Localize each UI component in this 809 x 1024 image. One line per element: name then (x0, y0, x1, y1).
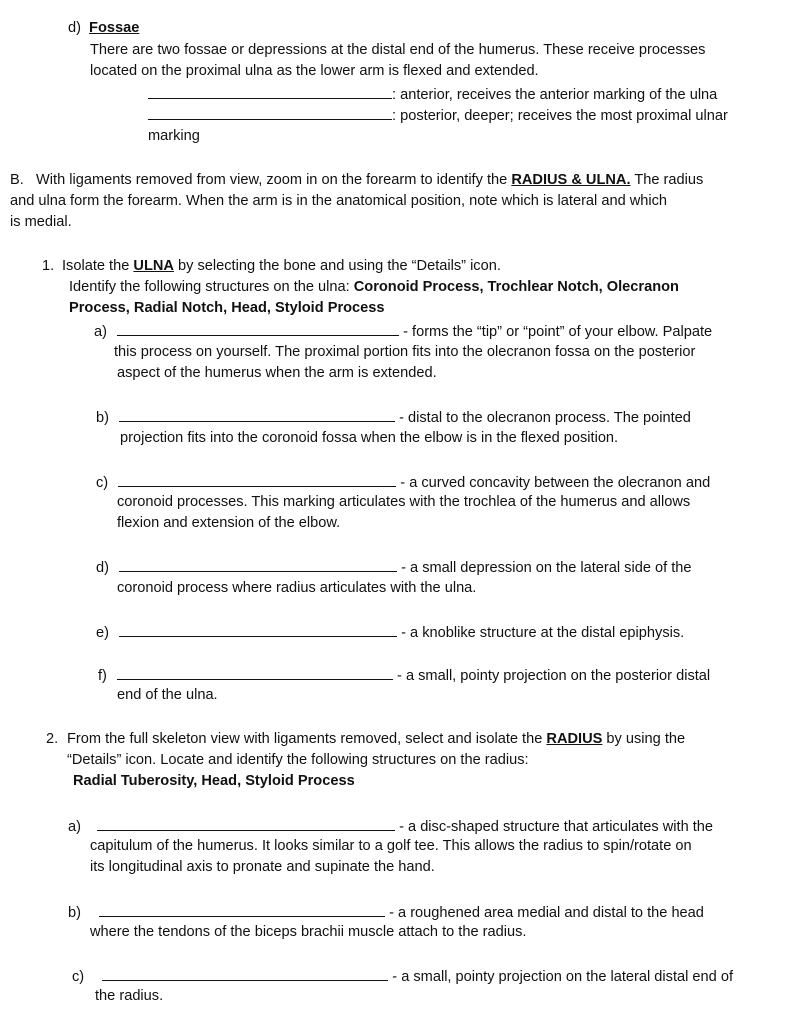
section-b-line3: is medial. (10, 214, 72, 230)
ulna-item-d: d) - a small depression on the lateral side of the (96, 556, 692, 580)
radius-item-a: a) - a disc-shaped structure that articulates with the (68, 815, 713, 839)
fossae-text-line2: located on the proximal ulna as the lower arm is flexed and extended. (90, 63, 539, 79)
ulna-intro: Isolate the ULNA by selecting the bone and using the “Details” icon. (62, 258, 501, 274)
ulna-item-b: b) - distal to the olecranon process. The pointed (96, 406, 691, 430)
answer-blank[interactable] (99, 901, 385, 917)
fossae-item-posterior: : posterior, deeper; receives the most proximal ulnar (148, 104, 728, 128)
ulna-item-a: a) - forms the “tip” or “point” of your elbow. Palpate (94, 320, 712, 344)
answer-blank[interactable] (148, 83, 392, 99)
section-b-label: B. (10, 172, 24, 188)
ulna-identify-line1: Identify the following structures on the ulna: Coronoid Process, Trochlear Notch, Olecranon (69, 279, 679, 295)
section-b-line1: With ligaments removed from view, zoom in on the forearm to identify the RADIUS & ULNA. The radius (36, 172, 704, 188)
answer-blank[interactable] (119, 406, 395, 422)
ulna-item-f-cont1: end of the ulna. (117, 687, 218, 703)
answer-blank[interactable] (119, 621, 397, 637)
ulna-item-e: e) - a knoblike structure at the distal epiphysis. (96, 621, 684, 645)
radius-number: 2. (46, 731, 59, 747)
radius-ulna-term: RADIUS & ULNA. (511, 172, 631, 188)
ulna-item-a-cont2: aspect of the humerus when the arm is extended. (117, 365, 437, 381)
radius-term: RADIUS (546, 731, 603, 747)
fossae-item-posterior-cont: marking (148, 128, 200, 144)
ulna-number: 1. (42, 258, 55, 274)
radius-item-a-cont2: its longitudinal axis to pronate and supinate the hand. (90, 859, 435, 875)
radius-item-c: c) - a small, pointy projection on the lateral distal end of (72, 965, 733, 989)
radius-item-b-cont1: where the tendons of the biceps brachii muscle attach to the radius. (90, 924, 527, 940)
radius-item-c-cont1: the radius. (95, 988, 164, 1004)
radius-item-b: b) - a roughened area medial and distal to the head (68, 901, 704, 925)
ulna-identify-line2: Process, Radial Notch, Head, Styloid Process (69, 300, 385, 316)
answer-blank[interactable] (148, 104, 392, 120)
radius-item-a-cont1: capitulum of the humerus. It looks similar to a golf tee. This allows the radius to spin/rotate on (90, 838, 692, 854)
ulna-item-c-cont2: flexion and extension of the elbow. (117, 515, 341, 531)
fossae-title: Fossae (89, 20, 140, 36)
ulna-item-a-cont1: this process on yourself. The proximal portion fits into the olecranon fossa on the posterior (114, 344, 696, 360)
answer-blank[interactable] (97, 815, 395, 831)
answer-blank[interactable] (118, 471, 396, 487)
answer-blank[interactable] (117, 664, 393, 680)
ulna-term: ULNA (133, 258, 174, 274)
ulna-item-b-cont1: projection fits into the coronoid fossa when the elbow is in the flexed position. (120, 430, 619, 446)
radius-intro-line2: “Details” icon. Locate and identify the following structures on the radius: (67, 752, 529, 768)
ulna-item-f: f) - a small, pointy projection on the posterior distal (98, 664, 710, 688)
answer-blank[interactable] (117, 320, 399, 336)
answer-blank[interactable] (119, 556, 397, 572)
ulna-item-c: c) - a curved concavity between the olecranon and (96, 471, 710, 495)
fossae-item-anterior: : anterior, receives the anterior marking of the ulna (148, 83, 717, 107)
fossae-text-line1: There are two fossae or depressions at the distal end of the humerus. These receive processes (90, 42, 706, 58)
answer-blank[interactable] (102, 965, 388, 981)
ulna-item-c-cont1: coronoid processes. This marking articulates with the trochlea of the humerus and allows (117, 494, 691, 510)
ulna-item-d-cont1: coronoid process where radius articulates with the ulna. (117, 580, 477, 596)
fossae-heading: d) Fossae (68, 20, 140, 36)
radius-intro: From the full skeleton view with ligaments removed, select and isolate the RADIUS by using the (67, 731, 686, 747)
section-b-line2: and ulna form the forearm. When the arm is in the anatomical position, note which is lateral and which (10, 193, 668, 209)
radius-structures: Radial Tuberosity, Head, Styloid Process (73, 773, 355, 789)
